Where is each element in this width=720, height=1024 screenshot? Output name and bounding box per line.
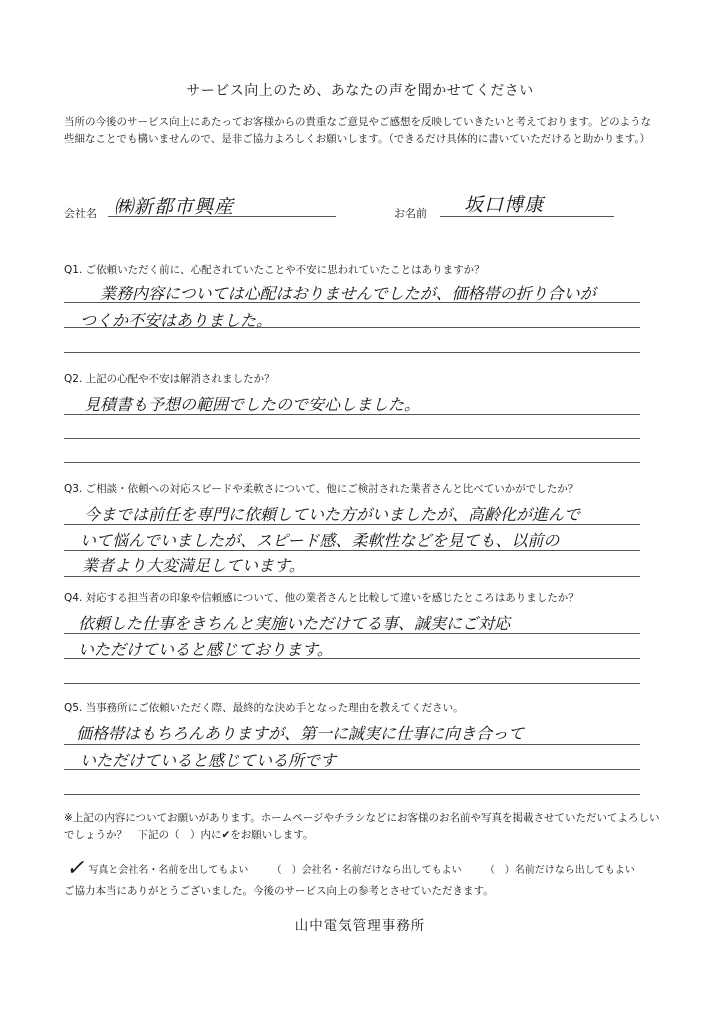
answer-4-line-1: 依頼した仕事をきちんと実施いただけてる事、誠実にご対応 (78, 614, 511, 633)
answer-1-rule-2 (64, 327, 640, 328)
answer-4-rule-1 (64, 633, 640, 634)
question-5: Q5. 当事務所にご依頼いただく際、最終的な決め手となった理由を教えてください。 (64, 702, 464, 714)
survey-title: サービス向上のため、あなたの声を聞かせてください (186, 83, 534, 99)
answer-2-rule-3 (64, 462, 640, 463)
company-value: ㈱新都市興産 (114, 196, 235, 218)
answer-1-line-1: 業務内容については心配はおりませんでしたが、価格帯の折り合いが (100, 284, 596, 303)
answer-5-line-2: いただけていると感じている所です (80, 751, 337, 770)
office-name: 山中電気管理事務所 (294, 918, 426, 934)
company-underline (108, 216, 336, 217)
option-company-name-only[interactable] (272, 865, 465, 876)
answer-2-line-1: 見積書も予想の範囲でしたので安心しました。 (84, 395, 421, 414)
answer-1-rule-1 (64, 302, 640, 303)
answer-1-line-2: つくか不安はありました。 (80, 311, 273, 330)
answer-4-line-2: いただけていると感じております。 (78, 640, 333, 659)
answer-3-rule-3 (64, 576, 640, 577)
check-mark-icon: ✓ (66, 856, 85, 881)
answer-3-rule-2 (64, 550, 640, 551)
option-3-label: （ ）名前だけなら出してもよい (484, 865, 635, 876)
option-name-only[interactable] (485, 865, 635, 876)
answer-1-rule-3 (64, 352, 640, 353)
question-1: Q1. ご依頼いただく前に、心配されていたことや不安に思われていたことはありますか？ (64, 264, 485, 276)
answer-4-rule-3 (64, 683, 640, 684)
name-label: お名前 (394, 207, 427, 220)
question-3: Q3. ご相談・依頼への対応スピードや柔軟さについて、他にご検討された業者さんと比べていかがでしたか？ (64, 483, 579, 495)
thanks-text: ご協力本当にありがとうございました。今後のサービス向上の参考とさせていただきます。 (64, 885, 494, 897)
answer-3-line-2: いて悩んでいましたが、スピード感、柔軟性などを見ても、以前の (80, 531, 560, 550)
answer-3-rule-1 (64, 524, 640, 525)
answer-2-rule-2 (64, 438, 640, 439)
option-1-label: 写真と会社名・名前を出してもよい (88, 865, 249, 876)
option-2-label: （ ）会社名・名前だけなら出してもよい (271, 865, 462, 876)
question-2: Q2. 上記の心配や不安は解消されましたか？ (64, 373, 275, 385)
answer-5-rule-2 (64, 769, 640, 770)
answer-3-line-3: 業者より大変満足しています。 (82, 556, 305, 575)
answer-5-line-1: 価格帯はもちろんありますが、第一に誠実に仕事に向き合って (76, 724, 525, 743)
question-4: Q4. 対応する担当者の印象や信頼感について、他の業者さんと比較して違いを感じたところはありましたか？ (64, 592, 579, 604)
permission-options (66, 854, 655, 879)
name-underline (440, 216, 614, 217)
answer-3-line-1: 今までは前任を専門に依頼していた方がいましたが、高齢化が進んで (84, 505, 581, 524)
name-value: 坂口博康 (464, 194, 545, 216)
intro-text: 当所の今後のサービス向上にあたってお客様からの貴重なご意見やご感想を反映していきたいと考えております。どのような些細なことでも構いませんので、是非ご協力よろしくお願いします。（できるだけ具体的に書いていただけると助かります。） (64, 116, 652, 145)
answer-5-rule-1 (64, 744, 640, 745)
option-photo-name-company[interactable] (66, 856, 252, 881)
answer-2-rule-1 (64, 414, 640, 415)
permission-note: ※上記の内容についてお願いがあります。ホームページやチラシなどにお客様のお名前や写真を掲載させていただいてよろしいでしょうか？ 下記の（ ）内に✔をお願いします。 (64, 812, 660, 841)
answer-5-rule-3 (64, 794, 640, 795)
company-label: 会社名 (64, 207, 97, 220)
answer-4-rule-2 (64, 658, 640, 659)
